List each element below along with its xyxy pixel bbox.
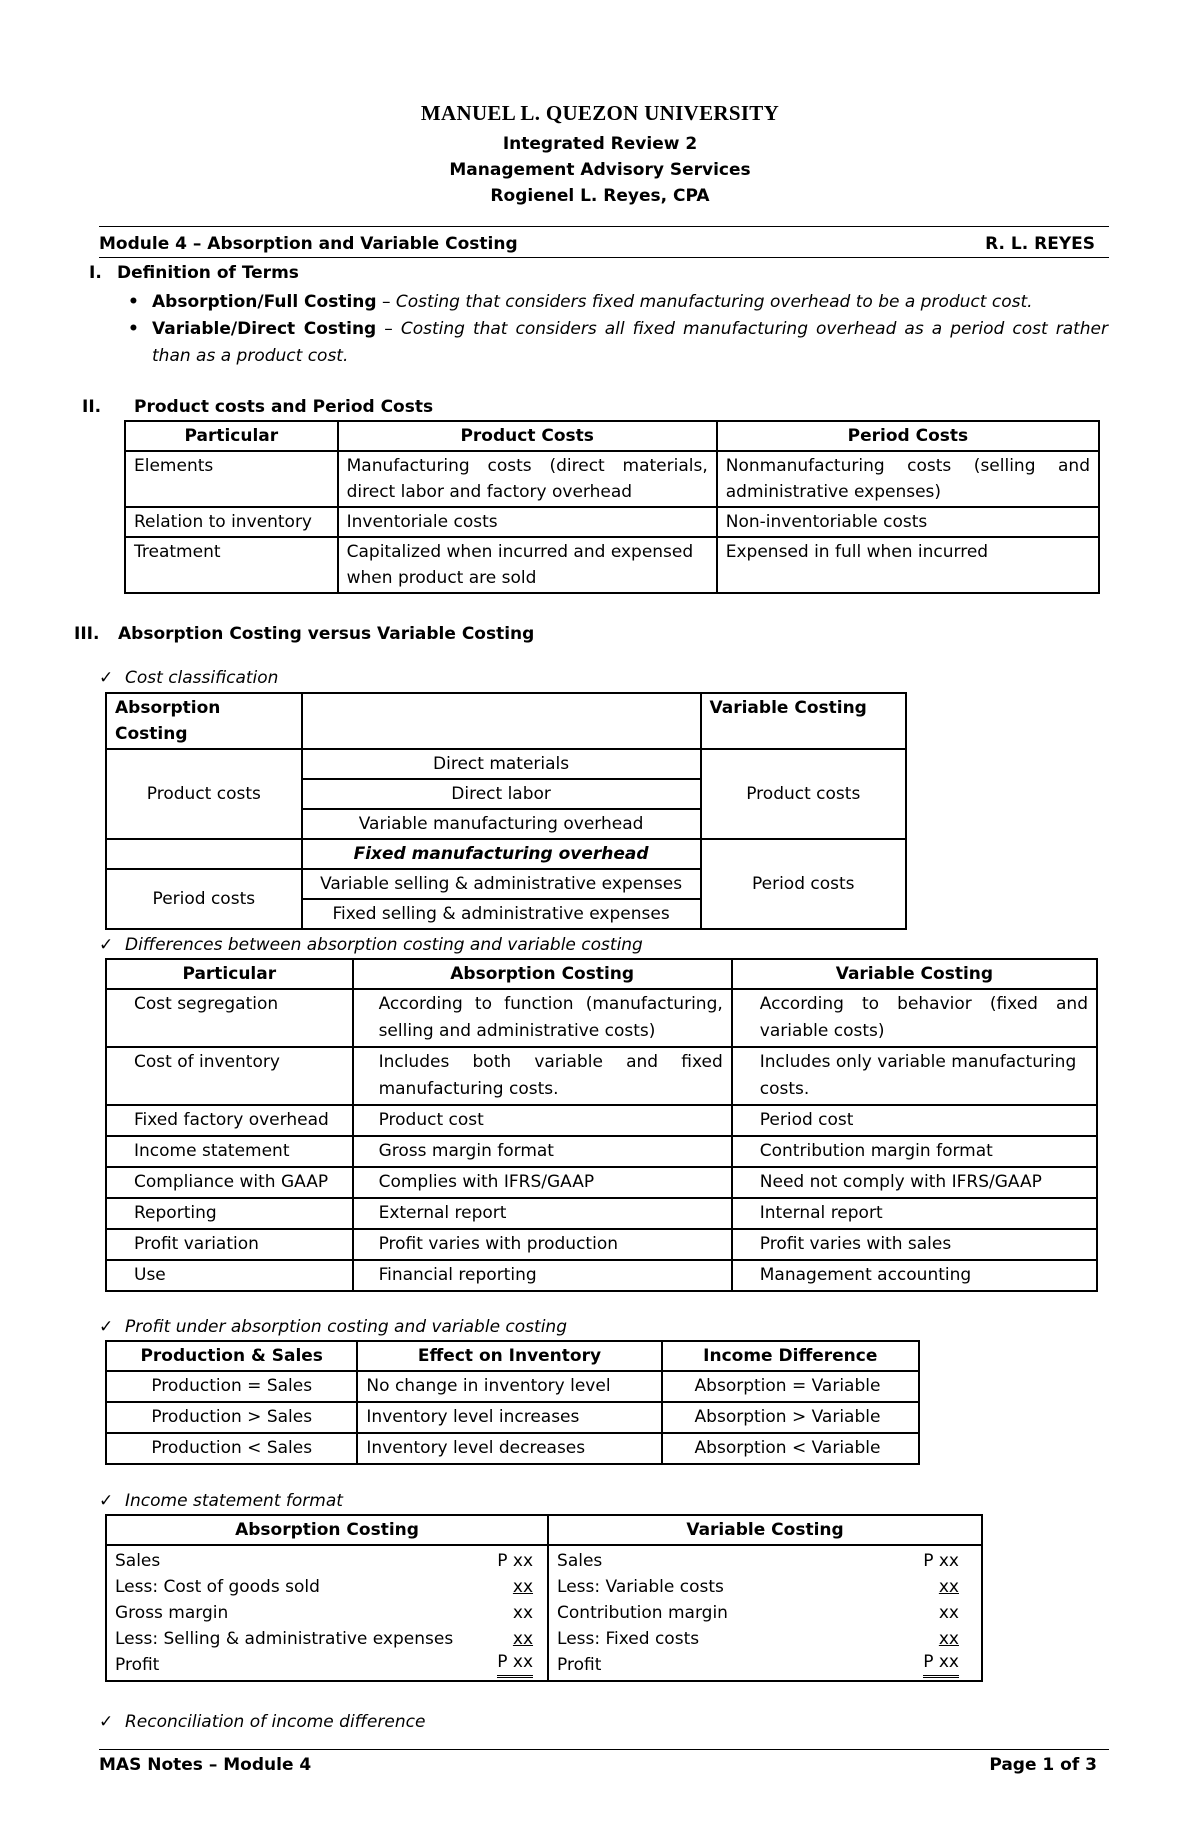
footer-left: MAS Notes – Module 4 — [99, 1755, 312, 1775]
line-amount: xx — [938, 1629, 959, 1649]
line-amount: P xx — [923, 1551, 959, 1571]
profit-caption — [99, 1316, 567, 1338]
table-cell: Period cost — [732, 1105, 1097, 1136]
table-row — [106, 1105, 1097, 1136]
checkmark-icon: ✓ — [99, 1317, 114, 1337]
line-label: Profit — [557, 1655, 602, 1675]
checkmark-icon: ✓ — [99, 668, 114, 688]
table-header: Absorption Costing — [106, 1515, 548, 1545]
cost-item: Variable selling & administrative expenses — [302, 869, 701, 899]
table-cell: Use — [106, 1260, 353, 1291]
table-cell: Fixed factory overhead — [106, 1105, 353, 1136]
line-amount: P xx — [497, 1652, 533, 1678]
table-row — [106, 1047, 1097, 1105]
table-row — [106, 989, 1097, 1047]
table-header: Income Difference — [662, 1341, 919, 1371]
table-header: Particular — [106, 959, 353, 989]
line-label: Less: Variable costs — [557, 1577, 724, 1597]
table-header: Variable Costing — [732, 959, 1097, 989]
section-1-number: I. — [89, 263, 102, 283]
statement-line — [557, 1600, 973, 1626]
module-author: R. L. REYES — [985, 234, 1095, 254]
table-header: Variable Costing — [701, 693, 906, 749]
table-cell: Includes both variable and fixed manufacturing costs. — [353, 1047, 732, 1105]
line-label: Sales — [115, 1551, 161, 1571]
table-cell: Need not comply with IFRS/GAAP — [732, 1167, 1097, 1198]
table-cell: Inventory level decreases — [357, 1433, 661, 1464]
table-cell: Internal report — [732, 1198, 1097, 1229]
caption-text: Differences between absorption costing and variable costing — [125, 935, 643, 955]
line-amount: xx — [938, 1603, 959, 1623]
cost-item: Fixed selling & administrative expenses — [302, 899, 701, 929]
table-cell: Contribution margin format — [732, 1136, 1097, 1167]
statement-line — [115, 1548, 539, 1574]
line-amount: xx — [512, 1603, 534, 1623]
table-row — [125, 507, 1099, 537]
variable-period-costs: Period costs — [701, 839, 906, 929]
table-cell: Elements — [125, 451, 338, 507]
absorption-period-costs: Period costs — [106, 869, 302, 929]
cost-classification-table — [105, 692, 907, 930]
table-cell: Profit variation — [106, 1229, 353, 1260]
table-cell: According to behavior (fixed and variable costs) — [732, 989, 1097, 1047]
table-cell: Profit varies with sales — [732, 1229, 1097, 1260]
table-cell: Production < Sales — [106, 1433, 357, 1464]
reconciliation-caption — [99, 1711, 425, 1733]
table-cell: No change in inventory level — [357, 1371, 661, 1402]
table-cell: Non-inventoriable costs — [717, 507, 1099, 537]
table-row — [106, 1229, 1097, 1260]
table-cell: Includes only variable manufacturing costs. — [732, 1047, 1097, 1105]
section-1-heading — [89, 262, 299, 284]
caption-text: Reconciliation of income difference — [125, 1712, 426, 1732]
statement-line — [115, 1652, 539, 1678]
statement-line — [557, 1626, 973, 1652]
table-header: Absorption Costing — [106, 693, 302, 749]
table-header: Product Costs — [338, 421, 717, 451]
statement-line — [115, 1574, 539, 1600]
table-cell: External report — [353, 1198, 732, 1229]
table-cell: Absorption < Variable — [662, 1433, 919, 1464]
table-row — [106, 1402, 919, 1433]
line-label: Profit — [115, 1655, 160, 1675]
page-number: Page 1 of 3 — [989, 1755, 1097, 1775]
income-statement-table — [105, 1514, 983, 1682]
line-amount: P xx — [497, 1551, 534, 1571]
caption-text: Income statement format — [125, 1491, 343, 1511]
definition-text: Costing that considers fixed manufacturing overhead to be a product cost. — [395, 292, 1033, 312]
line-amount: P xx — [923, 1652, 959, 1678]
line-label: Less: Cost of goods sold — [115, 1577, 320, 1597]
table-cell: Gross margin format — [353, 1136, 732, 1167]
instructor-name: Rogienel L. Reyes, CPA — [490, 186, 710, 207]
section-2-heading — [82, 396, 433, 418]
table-header: Particular — [125, 421, 338, 451]
table-cell: Income statement — [106, 1136, 353, 1167]
definition-item — [128, 316, 1108, 370]
table-row — [125, 451, 1099, 507]
section-2-number: II. — [82, 397, 102, 417]
document-header — [0, 100, 1200, 209]
table-row — [106, 1198, 1097, 1229]
statement-line — [557, 1548, 973, 1574]
definition-term: Absorption/Full Costing — [152, 292, 377, 312]
table-cell: Inventory level increases — [357, 1402, 661, 1433]
table-cell: Absorption > Variable — [662, 1402, 919, 1433]
absorption-product-costs: Product costs — [106, 749, 302, 839]
line-label: Contribution margin — [557, 1603, 728, 1623]
differences-table — [105, 958, 1098, 1292]
table-cell: Absorption = Variable — [662, 1371, 919, 1402]
table-cell: Production = Sales — [106, 1371, 357, 1402]
statement-line — [115, 1600, 539, 1626]
university-name: MANUEL L. QUEZON UNIVERSITY — [420, 101, 780, 125]
definition-text: Costing that considers all fixed manufacturing overhead as a period cost rather than as a product cost. — [152, 319, 1108, 366]
table-row — [106, 1136, 1097, 1167]
section-3-title: Absorption Costing versus Variable Costing — [118, 624, 535, 644]
line-label: Less: Fixed costs — [557, 1629, 700, 1649]
cost-item: Variable manufacturing overhead — [302, 809, 701, 839]
section-2-title: Product costs and Period Costs — [134, 397, 434, 417]
cost-item: Fixed manufacturing overhead — [302, 839, 701, 869]
table-cell: According to function (manufacturing, selling and administrative costs) — [353, 989, 732, 1047]
table-cell: Profit varies with production — [353, 1229, 732, 1260]
income-statement-caption — [99, 1490, 343, 1512]
table-cell: Compliance with GAAP — [106, 1167, 353, 1198]
page-footer — [99, 1749, 1109, 1776]
cost-item: Direct labor — [302, 779, 701, 809]
definition-separator: – — [376, 319, 401, 339]
checkmark-icon: ✓ — [99, 1491, 114, 1511]
caption-text: Cost classification — [125, 668, 279, 688]
table-cell: Cost of inventory — [106, 1047, 353, 1105]
caption-text: Profit under absorption costing and variable costing — [125, 1317, 567, 1337]
cost-item: Direct materials — [302, 749, 701, 779]
table-row — [106, 1433, 919, 1464]
table-cell: Financial reporting — [353, 1260, 732, 1291]
table-cell: Cost segregation — [106, 989, 353, 1047]
table-row — [106, 1167, 1097, 1198]
table-cell: Complies with IFRS/GAAP — [353, 1167, 732, 1198]
line-amount: xx — [512, 1577, 534, 1597]
checkmark-icon: ✓ — [99, 1712, 114, 1732]
absorption-income-statement — [106, 1545, 548, 1681]
table-cell: Relation to inventory — [125, 507, 338, 537]
table-cell: Expensed in full when incurred — [717, 537, 1099, 593]
module-bar — [99, 226, 1109, 258]
table-header: Production & Sales — [106, 1341, 357, 1371]
cost-classification-caption — [99, 667, 278, 689]
table-cell: Reporting — [106, 1198, 353, 1229]
table-cell: Manufacturing costs (direct materials, direct labor and factory overhead — [338, 451, 717, 507]
table-header: Variable Costing — [548, 1515, 982, 1545]
statement-line — [115, 1626, 539, 1652]
table-cell: Nonmanufacturing costs (selling and administrative expenses) — [717, 451, 1099, 507]
section-1-title: Definition of Terms — [117, 263, 299, 283]
definition-term: Variable/Direct Costing — [152, 319, 377, 339]
variable-product-costs: Product costs — [701, 749, 906, 839]
checkmark-icon: ✓ — [99, 935, 114, 955]
line-label: Gross margin — [115, 1603, 229, 1623]
line-amount: xx — [938, 1577, 959, 1597]
product-period-table — [124, 420, 1100, 594]
variable-income-statement — [548, 1545, 982, 1681]
definition-item — [128, 289, 1108, 316]
table-header-blank — [302, 693, 701, 749]
table-header: Effect on Inventory — [357, 1341, 661, 1371]
profit-table — [105, 1340, 920, 1465]
section-3-heading — [74, 623, 534, 645]
line-label: Less: Selling & administrative expenses — [115, 1629, 454, 1649]
section-3-number: III. — [74, 624, 100, 644]
table-header: Absorption Costing — [353, 959, 732, 989]
table-header: Period Costs — [717, 421, 1099, 451]
table-row — [106, 1260, 1097, 1291]
definitions-list — [128, 289, 1108, 370]
table-cell: Production > Sales — [106, 1402, 357, 1433]
statement-line — [557, 1652, 973, 1678]
course-title: Integrated Review 2 — [502, 134, 698, 155]
table-row — [125, 537, 1099, 593]
table-cell: Capitalized when incurred and expensed when product are sold — [338, 537, 717, 593]
table-cell: Inventoriale costs — [338, 507, 717, 537]
table-cell: Treatment — [125, 537, 338, 593]
table-cell: Management accounting — [732, 1260, 1097, 1291]
table-cell: Product cost — [353, 1105, 732, 1136]
module-title: Module 4 – Absorption and Variable Costing — [99, 234, 518, 254]
definition-separator: – — [376, 292, 396, 312]
line-amount: xx — [512, 1629, 534, 1649]
subject-title: Management Advisory Services — [449, 160, 751, 181]
table-row — [106, 1371, 919, 1402]
line-label: Sales — [557, 1551, 603, 1571]
differences-caption — [99, 934, 643, 956]
absorption-spacer — [106, 839, 302, 869]
statement-line — [557, 1574, 973, 1600]
